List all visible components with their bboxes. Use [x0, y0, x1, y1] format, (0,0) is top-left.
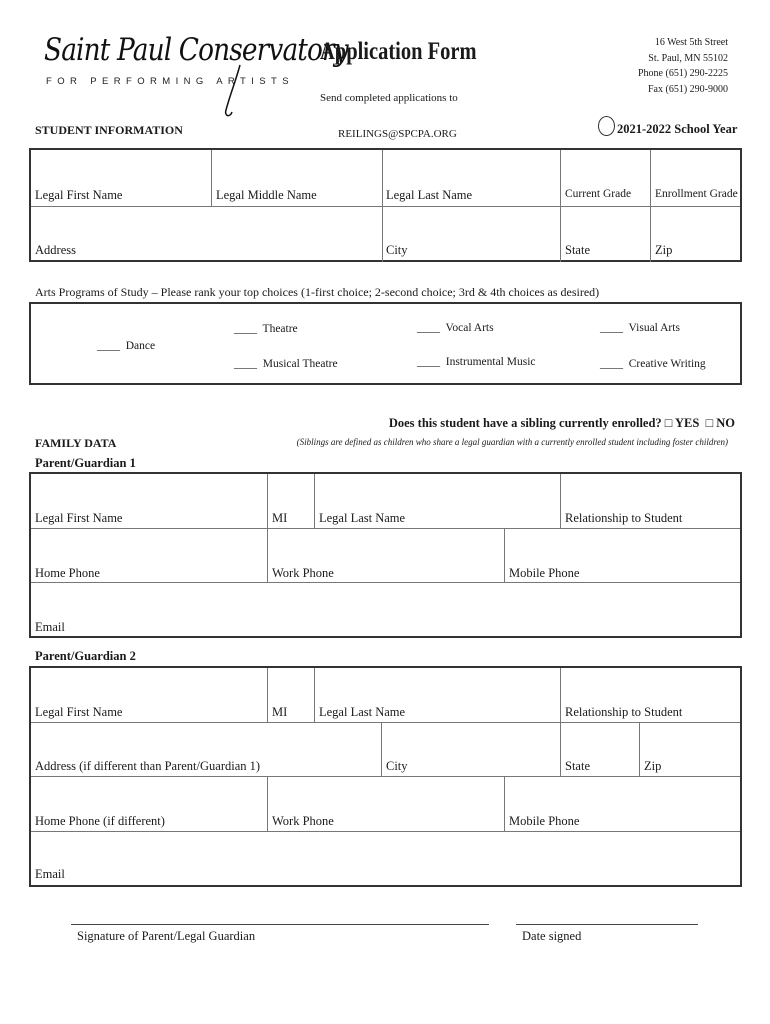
student-city-field[interactable]: City [386, 243, 408, 257]
g2-city-field[interactable]: City [386, 759, 408, 773]
col-divider [560, 150, 561, 262]
row-divider [31, 528, 740, 529]
col-divider [650, 150, 651, 262]
page-title: Application Form [320, 38, 477, 65]
logo-flourish-icon [200, 60, 250, 120]
g2-state-field[interactable]: State [565, 759, 590, 773]
g1-mobile-phone-field[interactable]: Mobile Phone [509, 566, 580, 580]
g1-work-phone-field[interactable]: Work Phone [272, 566, 334, 580]
program-label: Musical Theatre [262, 358, 338, 370]
sibling-question[interactable]: Does this student have a sibling currently enrolled? □ YES □ NO [388, 416, 735, 430]
program-vocal-arts[interactable] [417, 322, 494, 334]
g2-email-field[interactable]: Email [35, 867, 65, 881]
col-divider [267, 668, 268, 722]
g1-mi-field[interactable]: MI [272, 511, 288, 525]
program-visual-arts[interactable] [600, 322, 680, 334]
school-year-checkbox[interactable] [598, 116, 615, 136]
student-address-field[interactable]: Address [35, 243, 76, 257]
col-divider [267, 474, 268, 582]
program-theatre[interactable] [234, 323, 298, 335]
program-label: Visual Arts [628, 322, 680, 334]
guardian1-title: Parent/Guardian 1 [35, 456, 136, 470]
date-signed-label: Date signed [522, 929, 582, 943]
row-divider [31, 582, 740, 583]
g1-relationship-field[interactable]: Relationship to Student [565, 511, 683, 525]
guardian-signature-label: Signature of Parent/Legal Guardian [77, 929, 256, 943]
col-divider [504, 528, 505, 582]
phone-line: Phone (651) 290-2225 [638, 68, 728, 79]
programs-box [29, 302, 742, 385]
program-label: Creative Writing [628, 358, 706, 370]
student-middle-name-field[interactable]: Legal Middle Name [216, 188, 317, 202]
student-section-title: STUDENT INFORMATION [35, 123, 183, 137]
col-divider [314, 474, 315, 528]
rank-blank[interactable]: ____ [600, 322, 623, 334]
col-divider [211, 150, 212, 206]
col-divider [314, 668, 315, 722]
address-line: St. Paul, MN 55102 [648, 52, 728, 64]
address-line: 16 West 5th Street [654, 37, 728, 48]
g1-home-phone-field[interactable]: Home Phone [35, 566, 100, 580]
rank-blank[interactable]: ____ [417, 322, 440, 334]
g2-relationship-field[interactable]: Relationship to Student [565, 705, 683, 719]
g2-zip-field[interactable]: Zip [644, 759, 662, 773]
logo-script-text: Saint Paul Conservatory [44, 32, 348, 68]
g2-address-field[interactable]: Address (if different than Parent/Guardian 1) [35, 759, 261, 773]
g2-mobile-phone-field[interactable]: Mobile Phone [509, 814, 580, 828]
current-grade-field[interactable]: Current Grade [565, 188, 632, 200]
student-zip-field[interactable]: Zip [655, 243, 673, 257]
g1-first-name-field[interactable]: Legal First Name [35, 511, 123, 525]
row-divider [31, 722, 740, 723]
student-last-name-field[interactable]: Legal Last Name [386, 188, 473, 202]
enrollment-grade-field[interactable]: Enrollment Grade [655, 188, 738, 200]
program-musical-theatre[interactable] [234, 358, 338, 370]
program-label: Vocal Arts [445, 322, 494, 334]
sibling-note: (Siblings are defined as children who share a legal guardian with a currently enrolled student including foster children) [296, 437, 728, 447]
col-divider [504, 776, 505, 831]
col-divider [267, 776, 268, 831]
col-divider [639, 722, 640, 776]
g2-home-phone-field[interactable]: Home Phone (if different) [35, 814, 165, 828]
rank-blank[interactable]: ____ [234, 323, 257, 335]
school-year-label: 2021-2022 School Year [617, 122, 738, 136]
col-divider [382, 150, 383, 262]
guardian2-table [29, 666, 742, 887]
g2-work-phone-field[interactable]: Work Phone [272, 814, 334, 828]
g1-last-name-field[interactable]: Legal Last Name [319, 511, 406, 525]
program-label: Theatre [262, 323, 298, 335]
col-divider [560, 668, 561, 722]
program-label: Dance [125, 340, 156, 352]
g2-last-name-field[interactable]: Legal Last Name [319, 705, 406, 719]
col-divider [560, 474, 561, 528]
g2-first-name-field[interactable]: Legal First Name [35, 705, 123, 719]
g2-mi-field[interactable]: MI [272, 705, 288, 719]
date-signed-line[interactable] [516, 924, 698, 925]
col-divider [381, 722, 382, 776]
rank-blank[interactable]: ____ [417, 356, 440, 368]
rank-blank[interactable]: ____ [600, 358, 623, 370]
guardian2-title: Parent/Guardian 2 [35, 649, 136, 663]
logo-subtitle: FOR PERFORMING ARTISTS [46, 76, 294, 87]
program-label: Instrumental Music [445, 356, 536, 368]
family-section-title: FAMILY DATA [35, 436, 117, 450]
guardian1-table [29, 472, 742, 638]
program-instrumental-music[interactable] [417, 356, 536, 368]
submit-email[interactable]: REILINGS@SPCPA.ORG [338, 128, 457, 140]
logo [40, 30, 348, 115]
program-creative-writing[interactable] [600, 358, 706, 370]
student-first-name-field[interactable]: Legal First Name [35, 188, 123, 202]
row-divider [31, 831, 740, 832]
rank-blank[interactable]: ____ [234, 358, 257, 370]
fax-line: Fax (651) 290-9000 [648, 83, 728, 95]
col-divider [560, 722, 561, 776]
programs-prompt: Arts Programs of Study – Please rank your top choices (1-first choice; 2-second choice; 3rd & 4th choices as desired) [35, 285, 600, 299]
row-divider [31, 206, 740, 207]
guardian-signature-line[interactable] [71, 924, 489, 925]
school-address [568, 35, 728, 97]
student-info-table [29, 148, 742, 262]
submit-instruction: Send completed applications to [320, 92, 458, 104]
rank-blank[interactable]: ____ [97, 340, 120, 352]
student-state-field[interactable]: State [565, 243, 590, 257]
program-dance[interactable] [97, 340, 155, 352]
g1-email-field[interactable]: Email [35, 620, 65, 634]
row-divider [31, 776, 740, 777]
